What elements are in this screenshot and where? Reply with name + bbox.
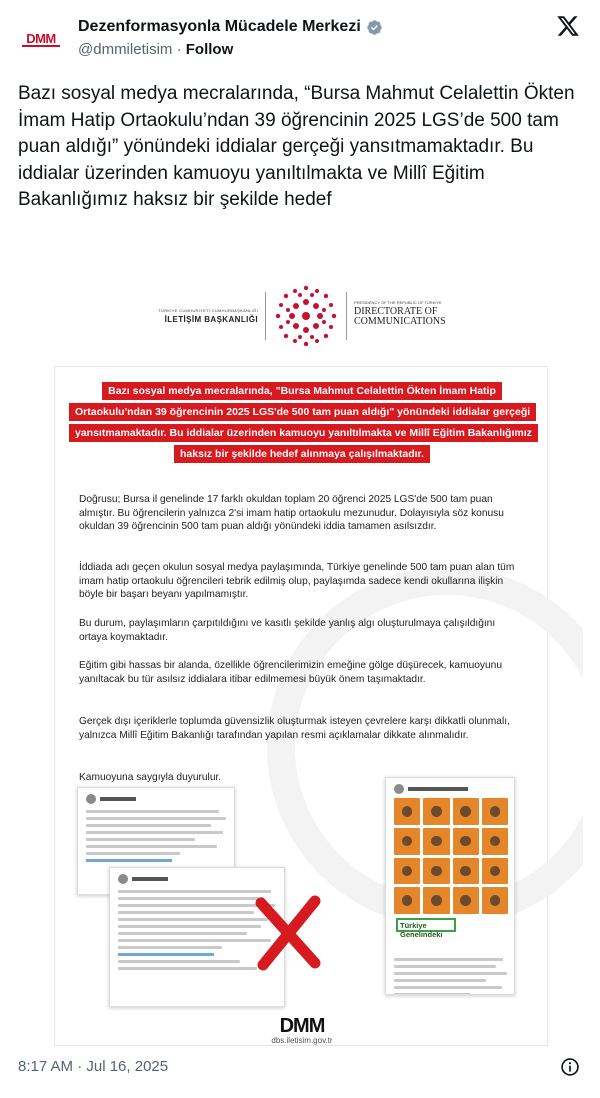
embedded-post-header: [78, 788, 234, 806]
statement-paragraph-3: Bu durum, paylaşımların çarpıtıldığını ve kasıtlı şekilde yanlış algı oluşturulmaya çalışıldığını ortaya koymaktadır.: [79, 618, 496, 643]
embedded-post-avatar: [86, 794, 96, 804]
statement-banner-text: Bazı sosyal medya mecralarında, "Bursa Mahmut Celalettin Ökten İmam Hatip Ortaokulu'ndan 39 öğrencinin 2025 LGS'de 500 tam puan aldığı" yönündeki iddialar gerçeği yansıtmamaktadır. Bu iddialar üzerinden kamuoyu yanıltılmakta ve Millî Eğitim Bakanlığımız haksız bir şekilde hedef alınmaya çalışılmaktadır.: [69, 382, 538, 463]
embedded-post-header: [386, 778, 514, 796]
handle-row: [78, 41, 233, 58]
follow-button[interactable]: Follow: [185, 41, 234, 58]
institution-big-en: DIRECTORATE OF COMMUNICATIONS: [354, 306, 446, 327]
institution-name-en: [354, 300, 474, 327]
embedded-post-hashtags: [118, 953, 214, 956]
tweet-media-image[interactable]: [18, 258, 583, 1048]
student-photo-grid: [394, 798, 508, 914]
statement-paragraph-6: Kamuoyuna saygıyla duyurulur.: [79, 772, 222, 783]
tweet-text: Bazı sosyal medya mecralarında, “Bursa Mahmut Celalettin Ökten İmam Hatip Ortaokulu’ndan 39 öğrencinin 2025 LGS’de 500 tam puan aldığı” yönündeki iddialar gerçeği yansıtmamaktadır. Bu iddialar üzerinden kamuoyu yanıltılmakta ve Millî Eğitim Bakanlığımız haksız bir şekilde hedef: [18, 83, 575, 210]
embedded-post-name: [100, 797, 136, 801]
account-name[interactable]: Dezenformasyonla Mücadele Merkezi: [78, 18, 361, 35]
false-claim-x-icon: [251, 893, 325, 973]
logo-divider-left: [265, 292, 266, 340]
embedded-post-header: [110, 868, 284, 886]
institution-name-tr: [158, 308, 258, 324]
statement-paragraph-1: Doğrusu; Bursa il genelinde 17 farklı okuldan toplam 20 öğrenci 2025 LGS'de 500 tam puan almıştır. Bu öğrencilerin yalnızca 2'si imam hatip ortaokulu mezunudur. Dolayısıyla söz konusu okuldan 39 öğrencinin 500 tam puan aldığı yönündeki iddia tamamen asılsızdır.: [79, 494, 504, 532]
statement-paragraph-4: Eğitim gibi hassas bir alanda, özellikle öğrencilerimizin emeğine gölge düşürecek, kamuoyunu yanıltacak bu tür asılsız iddialara itibar edilmemesi büyük önem taşımaktadır.: [79, 660, 503, 685]
highlighted-label: Türkiye Genelindeki: [396, 918, 456, 932]
statement-paragraph-2: İddiada adı geçen okulun sosyal medya paylaşımında, Türkiye genelinde 500 tam puan alan tüm imam hatip ortaokulu öğrencileri tebrik edilmiş olup, paylaşımda sadece kendi okullarına ilişkin böyle bir başarı beyanı yapılmamıştır.: [79, 562, 515, 600]
embedded-post-avatar: [394, 784, 404, 794]
institution-small-en: PRESIDENCY OF THE REPUBLIC OF TÜRKİYE: [354, 300, 442, 305]
institution-logo-row: [18, 276, 583, 352]
footer-brand: DMM: [279, 1015, 325, 1037]
account-handle[interactable]: @dmmiletisim: [78, 41, 173, 58]
embedded-post-name: [132, 877, 168, 881]
document-footer-logo: [55, 1015, 549, 1045]
embedded-post-avatar: [118, 874, 128, 884]
name-row: [78, 18, 383, 36]
logo-divider-right: [346, 292, 347, 340]
tweet-header: [0, 0, 600, 70]
embedded-post-screenshot-3: [385, 777, 515, 995]
embedded-post-hashtags: [86, 859, 172, 862]
x-logo-icon[interactable]: [556, 14, 580, 38]
verified-badge-icon: [366, 19, 383, 36]
presidency-emblem-icon: [273, 280, 339, 352]
footer-url: dbs.iletisim.gov.tr: [271, 1036, 333, 1045]
institution-small-tr: TÜRKİYE CUMHURİYETİ CUMHURBAŞKANLIĞI: [158, 308, 258, 313]
tweet-timestamp[interactable]: 8:17 AM · Jul 16, 2025: [18, 1058, 169, 1075]
institution-big-tr: İLETİŞİM BAŞKANLIĞI: [164, 315, 258, 324]
info-icon[interactable]: [560, 1057, 580, 1077]
avatar-logo-text: DMM: [26, 30, 56, 46]
statement-document: [54, 366, 548, 1046]
avatar[interactable]: [16, 18, 66, 58]
avatar-logo-bar: [22, 45, 60, 47]
statement-banner: [69, 381, 535, 465]
embedded-post-name: [408, 787, 468, 791]
handle-separator: ·: [172, 41, 186, 58]
statement-paragraph-5: Gerçek dışı içeriklerle toplumda güvensizlik oluşturmak isteyen çevrelere karşı dikkatli olunmalı, yalnızca Millî Eğitim Bakanlığı tarafından yapılan resmi açıklamalar dikkate alınmalıdır.: [79, 716, 510, 741]
